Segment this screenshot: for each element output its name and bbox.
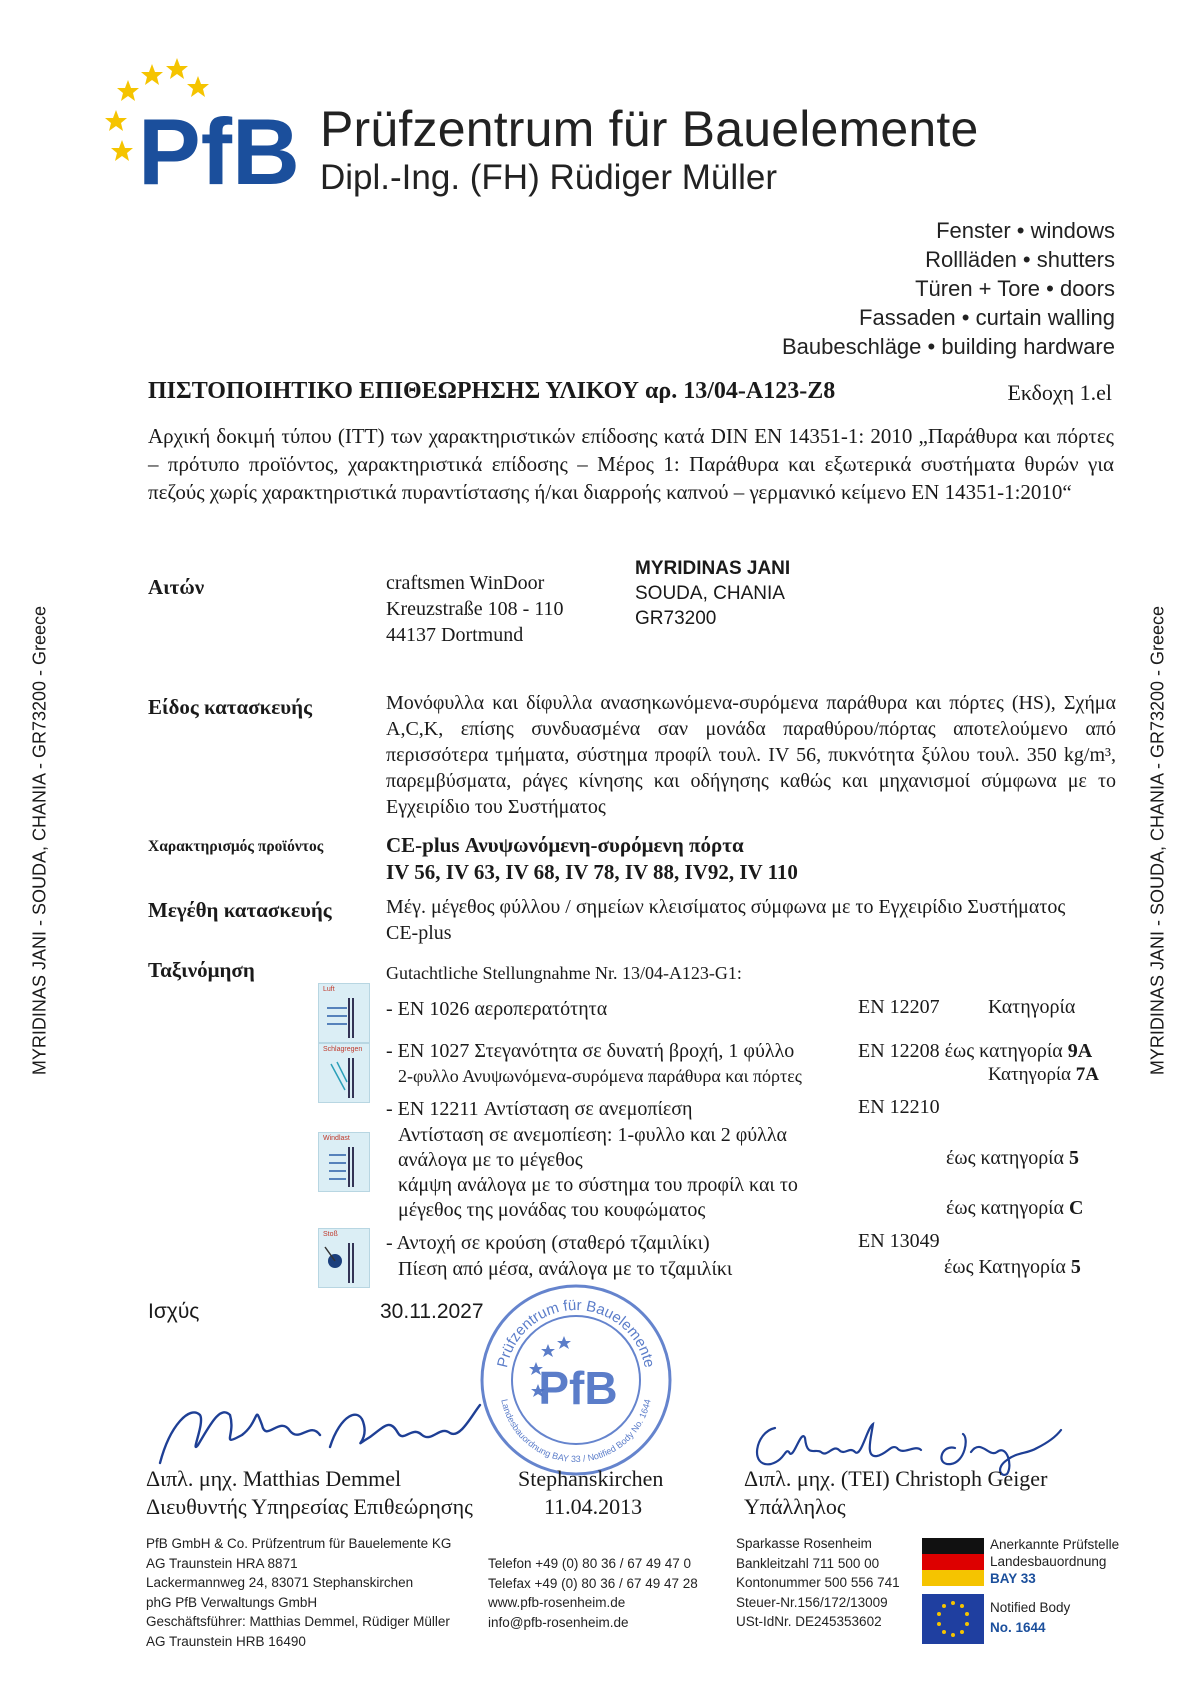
impact-category bbox=[944, 1256, 1081, 1279]
air-permeability-icon bbox=[318, 983, 370, 1043]
wind-standard: EN 12210 bbox=[858, 1096, 940, 1118]
classification-intro: Gutachtliche Stellungnahme Nr. 13/04-A123-G1: bbox=[386, 963, 742, 983]
signing-place: Stephanskirchen bbox=[518, 1466, 664, 1491]
applicant-label: Αιτών bbox=[148, 575, 205, 599]
footer-bank bbox=[736, 1534, 900, 1632]
service-item: Rollläden • shutters bbox=[925, 247, 1115, 272]
footer-line: PfB GmbH & Co. Prüfzentrum für Bauelemente KG bbox=[146, 1536, 452, 1551]
service-item: Baubeschläge • building hardware bbox=[781, 334, 1115, 359]
eu-flag-icon bbox=[922, 1594, 984, 1644]
footer-line: Telefon +49 (0) 80 36 / 67 49 47 0 bbox=[488, 1556, 692, 1571]
product-line: CE-plus Ανυψωνόμενη-συρόμενη πόρτα bbox=[386, 833, 744, 857]
validity-label: Ισχύς bbox=[148, 1300, 200, 1323]
badge-approved-lab bbox=[990, 1536, 1119, 1587]
footer-line: Geschäftsführer: Matthias Demmel, Rüdiger Müller bbox=[146, 1614, 450, 1629]
sizes-label: Μεγέθη κατασκευής bbox=[148, 898, 332, 922]
category-value: 7A bbox=[1075, 1064, 1099, 1085]
certificate-edition: Εκδοχη 1.el bbox=[1007, 380, 1112, 405]
footer-line: Steuer-Nr.156/172/13009 bbox=[736, 1594, 888, 1610]
service-item: Fassaden • curtain walling bbox=[859, 305, 1115, 330]
footer-line: USt-IdNr. DE245353602 bbox=[736, 1614, 882, 1629]
footer-line: Telefax +49 (0) 80 36 / 67 49 47 28 bbox=[488, 1575, 698, 1591]
category-label: έως κατηγορία bbox=[946, 1197, 1065, 1219]
logo-text: PfB bbox=[138, 99, 300, 200]
category-value: C bbox=[1069, 1197, 1084, 1219]
watertightness-line: - EN 1027 Στεγανότητα σε δυνατή βροχή, 1 φύλλο bbox=[386, 1040, 795, 1062]
badge-code: BAY 33 bbox=[990, 1571, 1036, 1586]
certificate-intro: Αρχική δοκιμή τύπου (ITT) των χαρακτηριστικών επίδοσης κατά DIN EN 14351-1: 2010 „Παράθυρα και πόρτες – πρότυπο προϊόντος, χαρακτηριστικά επίδοσης – Μέρος 1: Παράθυρα και εξωτερικά συστήματα θυρών για πεζούς χωρίς χαρακτηριστικά πυραντίστασης ή/και διαρροής καπνού – γερμανικό κείμενο EN 14351-1:2010“ bbox=[148, 424, 1114, 504]
footer-line: Lackermannweg 24, 83071 Stephanskirchen bbox=[146, 1575, 414, 1590]
applicant-line: 44137 Dortmund bbox=[386, 624, 524, 646]
signer-left-name: Διπλ. μηχ. Matthias Demmel bbox=[146, 1466, 402, 1491]
services-list bbox=[782, 216, 1115, 361]
official-stamp bbox=[478, 1282, 674, 1478]
service-item: Türen + Tore • doors bbox=[915, 276, 1115, 301]
driving-rain-icon bbox=[318, 1043, 370, 1103]
applicant-line: craftsmen WinDoor bbox=[386, 572, 545, 594]
applicant-line: Kreuzstraße 108 - 110 bbox=[386, 598, 564, 620]
footer-contact bbox=[488, 1554, 698, 1632]
water-standard: EN 12208 έως κατηγορία bbox=[858, 1040, 1063, 1062]
watertightness-line2: 2-φυλλο Ανυψωνόμενα-συρόμενα παράθυρα και πόρτες bbox=[398, 1066, 802, 1086]
icon-tag: Schlagregen bbox=[323, 1046, 363, 1053]
category-value: 9A bbox=[1067, 1040, 1093, 1062]
product-designation bbox=[386, 832, 798, 886]
product-label: Χαρακτηρισμός προϊόντος bbox=[148, 838, 324, 855]
company-subtitle: Dipl.-Ing. (FH) Rüdiger Müller bbox=[320, 158, 778, 197]
applicant-address bbox=[386, 570, 564, 648]
stamp-logo-text: PfB bbox=[538, 1362, 618, 1414]
water-category-2 bbox=[988, 1064, 1099, 1086]
certificate-title: ΠΙΣΤΟΠΟΙΗΤΙΚΟ ΕΠΙΘΕΩΡΗΣΗΣ ΥΛΙΚΟΥ αρ. 13/04-A123-Z8 bbox=[148, 378, 836, 404]
side-text-right: MYRIDINAS JANI - SOUDA, CHANIA - GR73200 - Greece bbox=[1147, 605, 1168, 1076]
badge-notified-body bbox=[990, 1598, 1070, 1638]
stamp-bottom-text: Landesbauordnung BAY 33 / Notified Body No. 1644 bbox=[499, 1398, 653, 1465]
air-standard: EN 12207 bbox=[858, 996, 940, 1018]
construction-text: Μονόφυλλα και δίφυλλα ανασηκωνόμενα-συρόμενα παράθυρα και πόρτες (HS), Σχήμα A,C,K, επίσης συνδυασμένα σαν μονάδα παραθύρου/πόρτας αποτελούμενο από περισσότερα τμήματα, σύστημα προφίλ τουλ. IV 56, πυκνότητα ξύλου τουλ. 350 kg/m³, παρεμβύσματα, ράγες κίνησης και οδήγησης καθώς και μηχανισμοί σύμφωνα με το Εγχειρίδιο του Συστήματος bbox=[386, 692, 1116, 818]
pfb-logo bbox=[100, 50, 300, 200]
german-flag-icon bbox=[922, 1538, 984, 1586]
wind-resistance-line5: μέγεθος της μονάδας του κουφώματος bbox=[398, 1199, 706, 1221]
wind-category-1 bbox=[946, 1147, 1079, 1170]
category-label: Κατηγορία bbox=[988, 1064, 1071, 1085]
signer-right-role: Υπάλληλος bbox=[744, 1494, 846, 1519]
impact-line2: Πίεση από μέσα, ανάλογα με το τζαμιλίκι bbox=[398, 1258, 733, 1280]
impact-icon bbox=[318, 1228, 370, 1288]
customer-name: MYRIDINAS JANI bbox=[635, 558, 791, 579]
stamp-top-text: Prüfzentrum für Bauelemente bbox=[494, 1296, 658, 1370]
category-value: 5 bbox=[1070, 1256, 1081, 1278]
footer-line: Sparkasse Rosenheim bbox=[736, 1536, 872, 1551]
signer-left-role: Διευθυντής Υπηρεσίας Επιθεώρησης bbox=[146, 1494, 473, 1519]
product-line: IV 56, IV 63, IV 68, IV 78, IV 88, IV92, IV 110 bbox=[386, 860, 798, 884]
wind-category-2 bbox=[946, 1197, 1084, 1220]
impact-standard: EN 13049 bbox=[858, 1230, 940, 1252]
icon-tag: Luft bbox=[323, 986, 335, 993]
footer-line: Kontonummer 500 556 741 bbox=[736, 1575, 900, 1590]
wind-resistance-line2: Αντίσταση σε ανεμοπίεση: 1-φυλλο και 2 φύλλα bbox=[398, 1124, 788, 1146]
badge-line: Anerkannte Prüfstelle bbox=[990, 1537, 1120, 1552]
wind-load-icon bbox=[318, 1132, 370, 1192]
customer-city: SOUDA, CHANIA bbox=[635, 583, 785, 604]
validity-date: 30.11.2027 bbox=[380, 1300, 484, 1323]
footer-line: Bankleitzahl 711 500 00 bbox=[736, 1555, 880, 1571]
wind-resistance-line: - EN 12211 Αντίσταση σε ανεμοπίεση bbox=[386, 1098, 693, 1120]
footer-line: info@pfb-rosenheim.de bbox=[488, 1614, 629, 1630]
footer-line: phG PfB Verwaltungs GmbH bbox=[146, 1594, 318, 1610]
signing-date: 11.04.2013 bbox=[544, 1494, 643, 1519]
service-item: Fenster • windows bbox=[936, 218, 1115, 243]
icon-tag: Stoß bbox=[323, 1231, 338, 1238]
sizes-text: Μέγ. μέγεθος φύλλου / σημείων κλεισίματος σύμφωνα με το Εγχειρίδιο Συστήματος CE-plus bbox=[386, 896, 1066, 944]
air-permeability-line: - EN 1026 αεροπερατότητα bbox=[386, 998, 608, 1020]
category-label: έως κατηγορία bbox=[946, 1147, 1065, 1169]
impact-line: - Αντοχή σε κρούση (σταθερό τζαμιλίκι) bbox=[386, 1232, 710, 1254]
footer-line: www.pfb-rosenheim.de bbox=[488, 1595, 626, 1610]
company-name: Prüfzentrum für Bauelemente bbox=[320, 101, 979, 157]
footer-line: AG Traunstein HRB 16490 bbox=[146, 1633, 306, 1649]
footer-company bbox=[146, 1534, 451, 1651]
wind-resistance-line4: κάμψη ανάλογα με το σύστημα του προφίλ και το bbox=[398, 1174, 798, 1196]
category-value: 5 bbox=[1069, 1147, 1080, 1169]
wind-resistance-line3: ανάλογα με το μέγεθος bbox=[398, 1149, 583, 1171]
classification-label: Ταξινόμηση bbox=[148, 958, 255, 982]
signer-right-name: Διπλ. μηχ. (TEI) Christoph Geiger bbox=[744, 1466, 1048, 1491]
air-category bbox=[988, 996, 1075, 1019]
customer-code: GR73200 bbox=[635, 608, 717, 629]
badge-line: Landesbauordnung bbox=[990, 1554, 1107, 1569]
signature-demmel bbox=[150, 1385, 490, 1475]
badge-code: No. 1644 bbox=[990, 1620, 1046, 1635]
icon-tag: Windlast bbox=[323, 1135, 350, 1142]
side-text-left: MYRIDINAS JANI - SOUDA, CHANIA - GR73200 - Greece bbox=[29, 605, 50, 1076]
category-label: έως Κατηγορία bbox=[944, 1256, 1066, 1278]
footer-line: AG Traunstein HRA 8871 bbox=[146, 1555, 298, 1571]
construction-label: Είδος κατασκευής bbox=[148, 695, 312, 719]
customer-block bbox=[635, 556, 790, 631]
water-category bbox=[858, 1040, 1092, 1063]
badge-line: Notified Body bbox=[990, 1600, 1071, 1615]
category-label: Κατηγορία bbox=[988, 996, 1076, 1018]
